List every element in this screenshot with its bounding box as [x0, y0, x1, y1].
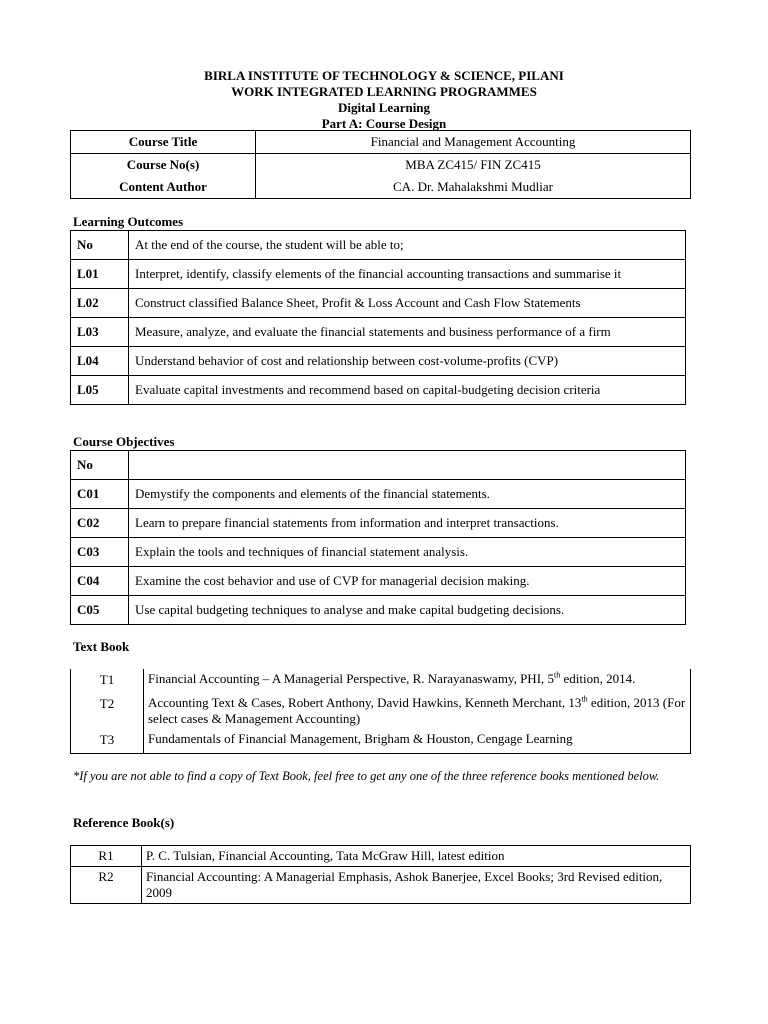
objective-code: C01	[71, 480, 129, 509]
objective-code: C03	[71, 538, 129, 567]
objective-text: Learn to prepare financial statements from information and interpret transactions.	[129, 509, 686, 538]
objective-code: C02	[71, 509, 129, 538]
outcome-code: L02	[71, 289, 129, 318]
outcome-text: Measure, analyze, and evaluate the financial statements and business performance of a firm	[129, 318, 686, 347]
reference-code: R2	[71, 867, 142, 904]
course-design-table	[70, 130, 691, 199]
course-no-value: MBA ZC415/ FIN ZC415	[405, 157, 541, 172]
superscript: th	[581, 694, 588, 704]
table-row	[71, 480, 686, 509]
book-code: T3	[99, 732, 115, 747]
objective-text: Explain the tools and techniques of financial statement analysis.	[129, 538, 686, 567]
table-row	[71, 176, 691, 199]
superscript: th	[554, 670, 561, 680]
table-row	[71, 596, 686, 625]
table-row	[71, 846, 691, 867]
table-row	[71, 260, 686, 289]
book-code: T2	[99, 696, 115, 711]
outcome-code: L03	[71, 318, 129, 347]
reference-books-title: Reference Book(s)	[73, 815, 175, 830]
course-objectives-table	[70, 450, 686, 625]
book-text: Accounting Text & Cases, Robert Anthony, David Hawkins, Kenneth Merchant, 13	[148, 695, 582, 710]
course-title-value: Financial and Management Accounting	[256, 131, 691, 154]
text-book-table	[70, 669, 691, 754]
course-no-label: Course No(s)	[71, 154, 256, 177]
programme-name: WORK INTEGRATED LEARNING PROGRAMMES	[231, 84, 537, 99]
table-row	[71, 154, 691, 177]
no-header: No	[71, 231, 129, 260]
book-reference: Fundamentals of Financial Management, Brigham & Houston, Cengage Learning	[144, 729, 691, 754]
book-text: edition, 2014.	[560, 671, 636, 686]
reference-text: P. C. Tulsian, Financial Accounting, Tata McGraw Hill, latest edition	[142, 846, 691, 867]
outcome-text: Construct classified Balance Sheet, Profit & Loss Account and Cash Flow Statements	[129, 289, 686, 318]
course-title-label: Course Title	[71, 131, 256, 154]
reference-books-table	[70, 845, 691, 904]
table-row	[71, 347, 686, 376]
outcome-text: Interpret, identify, classify elements of the financial accounting transactions and summarise it	[129, 260, 686, 289]
book-text: Financial Accounting – A Managerial Perspective, R. Narayanaswamy, PHI, 5	[148, 671, 555, 686]
course-objectives-title: Course Objectives	[73, 434, 175, 449]
division-name: Digital Learning	[337, 100, 431, 115]
table-row	[71, 538, 686, 567]
table-row	[71, 509, 686, 538]
book-code: T1	[99, 672, 115, 687]
text-book-note: *If you are not able to find a copy of Text Book, feel free to get any one of the three reference books mentioned below.	[73, 769, 660, 783]
institute-name: BIRLA INSTITUTE OF TECHNOLOGY & SCIENCE, PILANI	[204, 68, 564, 83]
outcome-code: L05	[71, 376, 129, 405]
outcome-text: Understand behavior of cost and relationship between cost-volume-profits (CVP)	[129, 347, 686, 376]
table-row	[71, 131, 691, 154]
table-row	[71, 376, 686, 405]
objective-text: Use capital budgeting techniques to analyse and make capital budgeting decisions.	[129, 596, 686, 625]
no-header: No	[71, 451, 129, 480]
objective-code: C04	[71, 567, 129, 596]
outcomes-header-text: At the end of the course, the student will be able to;	[129, 231, 686, 260]
book-text: edition, 2013 (For select cases & Management Accounting)	[148, 695, 686, 726]
table-header-row	[71, 231, 686, 260]
book-reference	[144, 669, 691, 693]
table-row	[71, 669, 691, 693]
objectives-header-text	[129, 451, 686, 480]
reference-code: R1	[71, 846, 142, 867]
objective-text: Examine the cost behavior and use of CVP for managerial decision making.	[129, 567, 686, 596]
content-author-value: CA. Dr. Mahalakshmi Mudliar	[393, 179, 553, 194]
table-header-row	[71, 451, 686, 480]
outcome-text: Evaluate capital investments and recommend based on capital-budgeting decision criteria	[129, 376, 686, 405]
table-row	[71, 693, 691, 729]
table-row	[71, 867, 691, 904]
outcome-code: L01	[71, 260, 129, 289]
book-reference	[144, 693, 691, 729]
table-row	[71, 289, 686, 318]
outcome-code: L04	[71, 347, 129, 376]
part-title: Part A: Course Design	[321, 116, 447, 131]
reference-text: Financial Accounting: A Managerial Emphasis, Ashok Banerjee, Excel Books; 3rd Revised edition, 2009	[142, 867, 691, 904]
table-row	[71, 318, 686, 347]
content-author-label: Content Author	[71, 176, 256, 199]
document-header	[0, 68, 768, 132]
table-row	[71, 567, 686, 596]
text-book-title: Text Book	[73, 639, 130, 654]
table-row	[71, 729, 691, 754]
objective-code: C05	[71, 596, 129, 625]
learning-outcomes-title: Learning Outcomes	[73, 214, 184, 229]
learning-outcomes-table	[70, 230, 686, 405]
objective-text: Demystify the components and elements of the financial statements.	[129, 480, 686, 509]
